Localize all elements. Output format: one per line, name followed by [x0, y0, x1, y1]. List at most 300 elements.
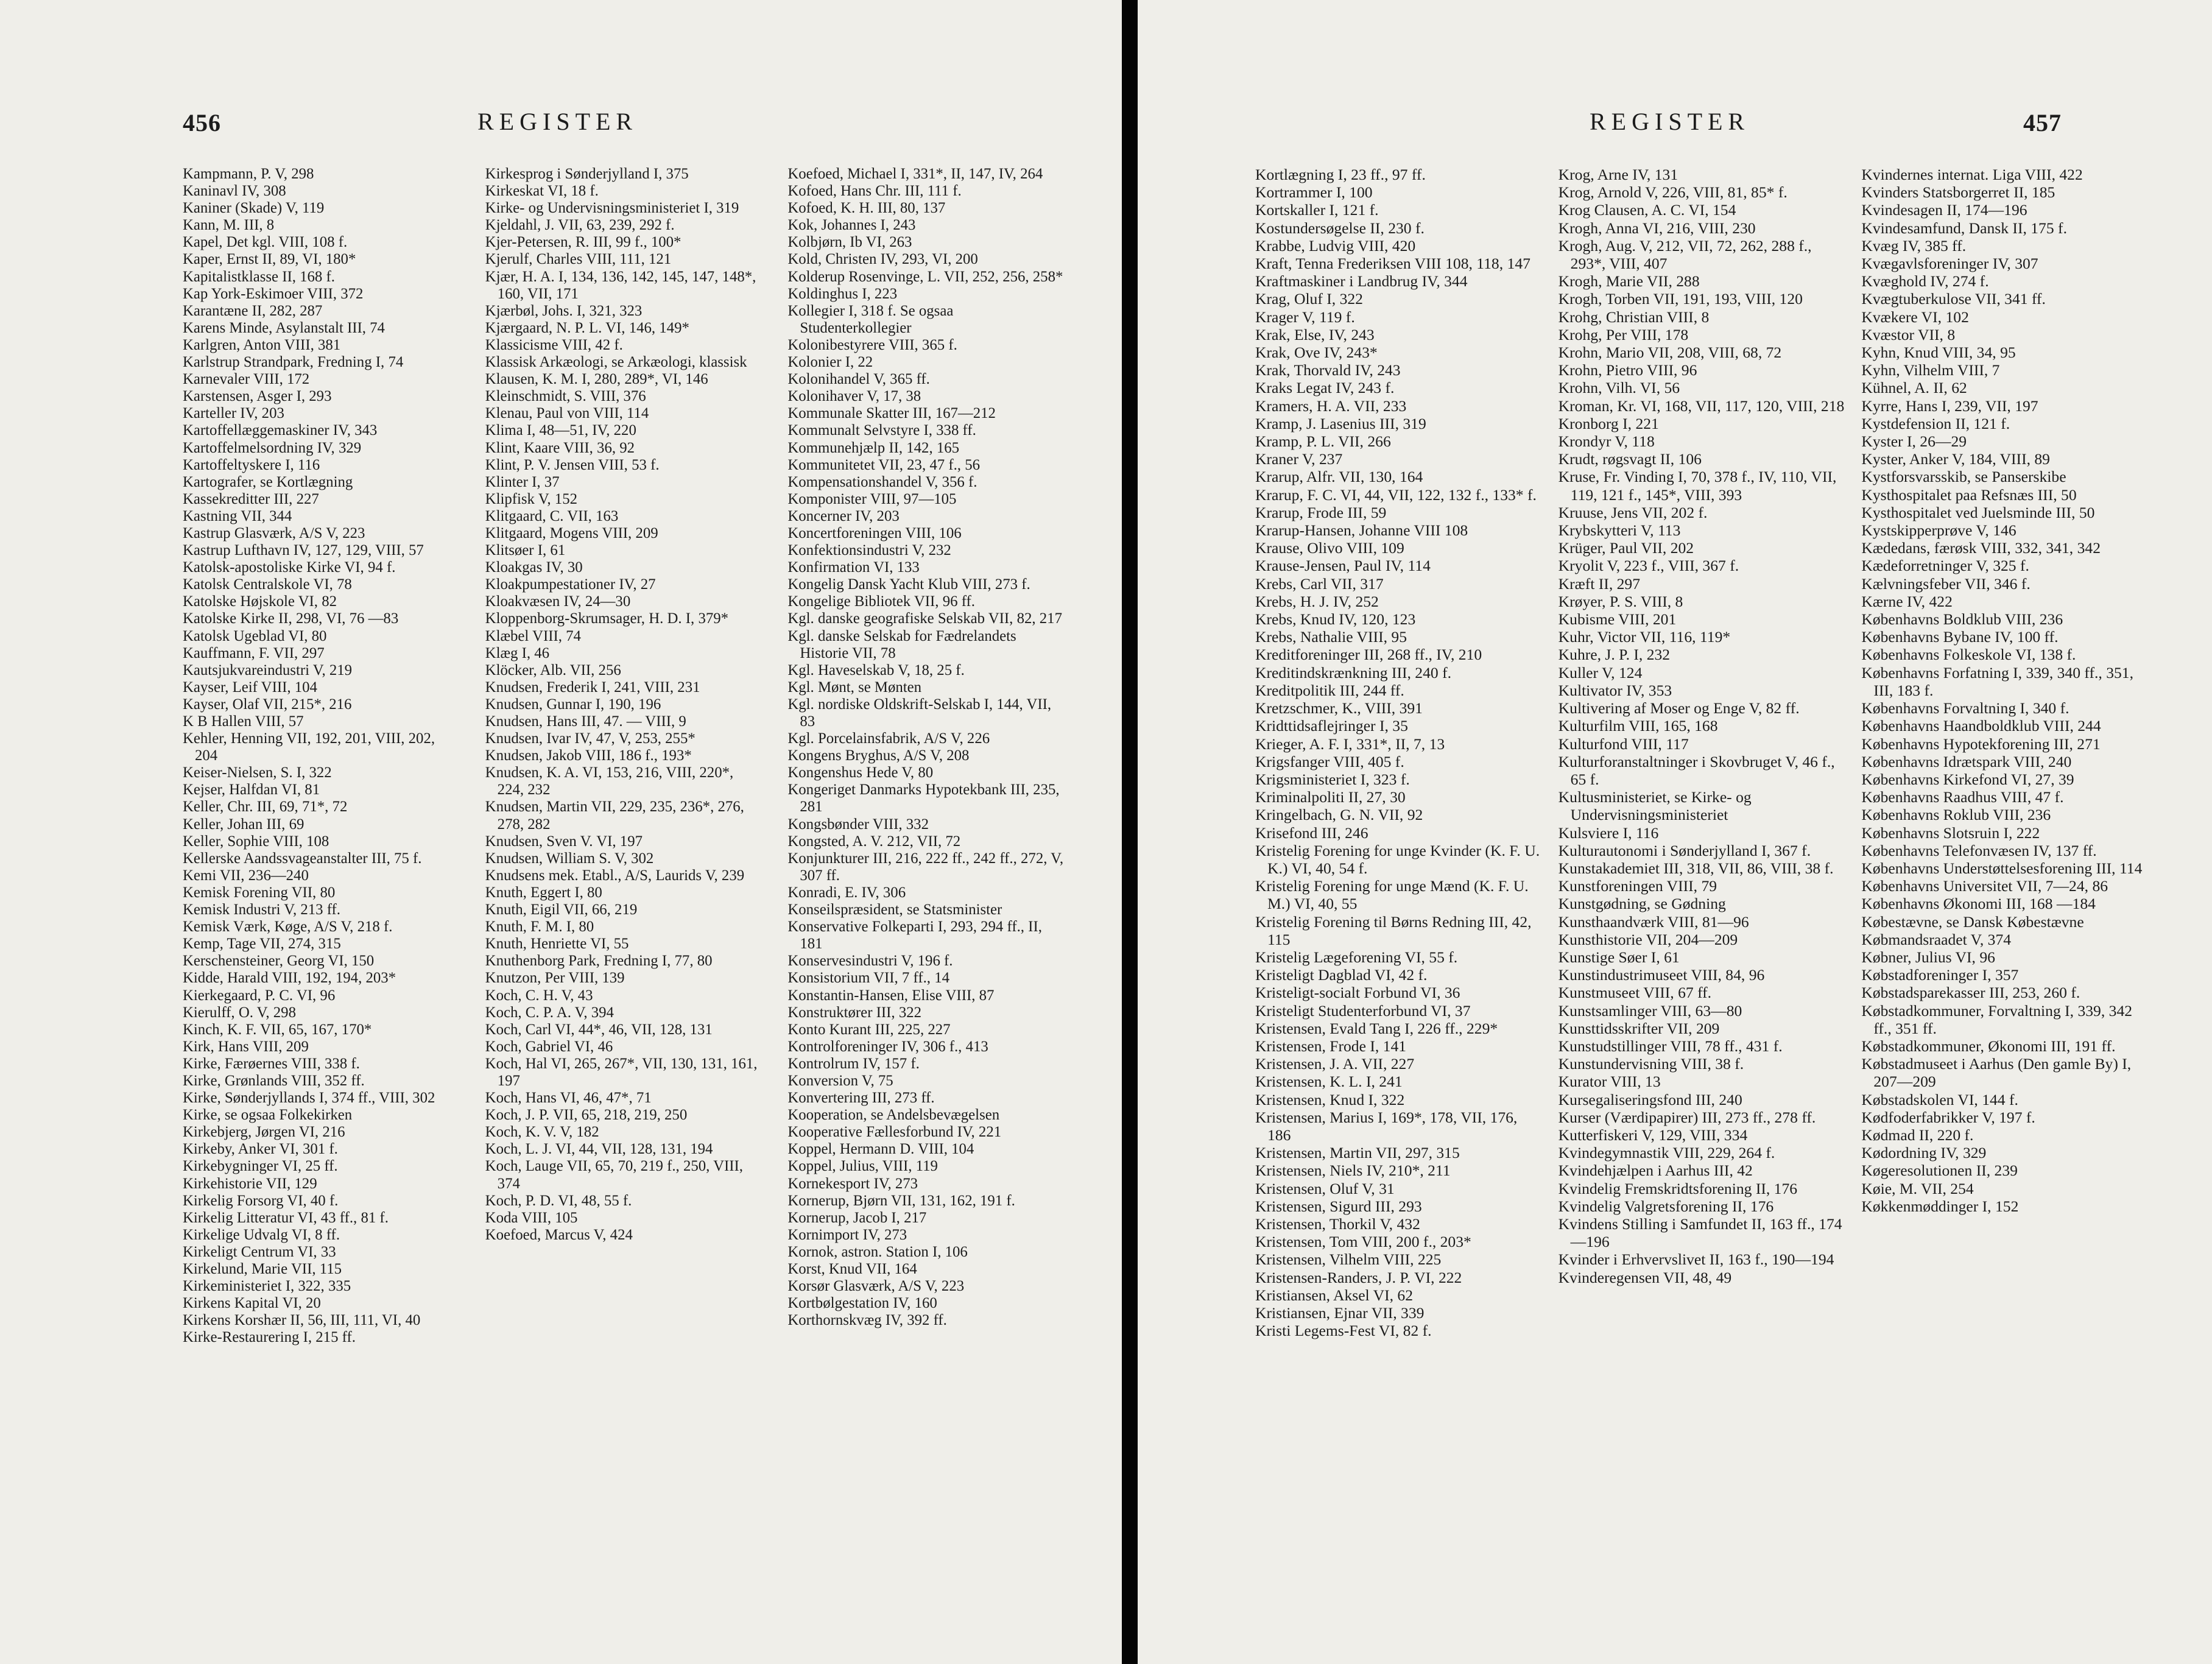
- right-page-number: 457: [2023, 109, 2062, 136]
- index-entry: Krohn, Pietro VIII, 96: [1558, 361, 1697, 379]
- index-entry: Kirkeministeriet I, 322, 335: [183, 1278, 351, 1295]
- index-entry: Koppel, Julius, VIII, 119: [787, 1158, 938, 1175]
- index-entry: Kortbølgestation IV, 160: [787, 1295, 937, 1312]
- index-entry: Krohn, Mario VII, 208, VIII, 68, 72: [1558, 344, 1782, 362]
- index-entry: Krog Clausen, A. C. VI, 154: [1558, 201, 1736, 219]
- index-entry: Karteller IV, 203: [183, 405, 284, 422]
- left-page-number: 456: [183, 109, 221, 136]
- index-entry: Købstadskolen VI, 144 f.: [1861, 1090, 2018, 1109]
- index-entry: Kirkens Kapital VI, 20: [183, 1295, 321, 1312]
- index-entry: Konfirmation VI, 133: [787, 559, 920, 576]
- index-entry: Kryolit V, 223 f., VIII, 367 f.: [1558, 557, 1739, 575]
- index-entry: Koch, Gabriel VI, 46: [485, 1038, 613, 1055]
- index-entry: Københavns Understøttelsesforening III, 114: [1861, 859, 2143, 877]
- index-entry: Københavns Hypotekforening III, 271: [1861, 735, 2101, 753]
- index-entry: Kramp, P. L. VII, 266: [1255, 432, 1391, 451]
- index-entry: Knuth, Eggert I, 80: [485, 884, 602, 901]
- index-entry: Knutzon, Per VIII, 139: [485, 970, 625, 987]
- index-entry: Kortskaller I, 121 f.: [1255, 201, 1379, 219]
- index-entry: Kridttidsaflejringer I, 35: [1255, 717, 1408, 735]
- right-column-3: [1861, 166, 2147, 1339]
- index-entry: Karstensen, Asger I, 293: [183, 388, 332, 405]
- index-entry: Kolonier I, 22: [787, 354, 873, 371]
- index-entry: Kystskipperprøve V, 146: [1861, 521, 2017, 540]
- index-entry: Kraftmaskiner i Landbrug IV, 344: [1255, 272, 1468, 291]
- index-entry: Kvæghold IV, 274 f.: [1861, 272, 1989, 291]
- index-entry: Koch, L. J. VI, 44, VII, 128, 131, 194: [485, 1141, 713, 1158]
- index-entry: Kreditpolitik III, 244 ff.: [1255, 681, 1404, 699]
- index-entry: Kraft, Tenna Frederiksen VIII 108, 118, 147: [1255, 255, 1530, 273]
- index-entry: Kristensen, Evald Tang I, 226 ff., 229*: [1255, 1019, 1498, 1037]
- index-entry: Kristeligt Dagblad VI, 42 f.: [1255, 966, 1428, 984]
- index-entry: Krarup, Alfr. VII, 130, 164: [1255, 468, 1423, 486]
- index-entry: Krause-Jensen, Paul IV, 114: [1255, 557, 1431, 575]
- index-entry: Karantæne II, 282, 287: [183, 302, 323, 319]
- index-entry: Klint, P. V. Jensen VIII, 53 f.: [485, 456, 660, 473]
- index-entry: Kapitalistklasse II, 168 f.: [183, 268, 335, 285]
- index-entry: Kødordning IV, 329: [1861, 1144, 1987, 1162]
- index-entry: Kristeligt-socialt Forbund VI, 36: [1255, 984, 1460, 1002]
- index-entry: Koch, Hans VI, 46, 47*, 71: [485, 1090, 652, 1107]
- index-entry: Købstadmuseet i Aarhus (Den gamle By) I, 207—209: [1861, 1055, 2132, 1091]
- index-entry: Kristelig Forening for unge Mænd (K. F. U. M.) VI, 40, 55: [1255, 877, 1529, 913]
- index-entry: Kirkelund, Marie VII, 115: [183, 1261, 342, 1277]
- index-entry: Kvækere VI, 102: [1861, 308, 1969, 326]
- index-entry: Kultusministeriet, se Kirke- og Undervisningsministeriet: [1558, 788, 1752, 824]
- index-entry: Kirke, Grønlands VIII, 352 ff.: [183, 1072, 365, 1089]
- index-entry: Konradi, E. IV, 306: [787, 884, 906, 901]
- index-entry: Konseilspræsident, se Statsminister: [787, 901, 1002, 918]
- index-entry: Kgl. Mønt, se Mønten: [787, 679, 922, 696]
- index-entry: Kristensen, Knud I, 322: [1255, 1090, 1405, 1109]
- right-column-1: [1255, 166, 1541, 1339]
- index-entry: Krause, Olivo VIII, 109: [1255, 539, 1404, 557]
- index-entry: Københavns Forfatning I, 339, 340 ff., 351, III, 183 f.: [1861, 663, 2133, 699]
- index-entry: Købestævne, se Dansk Købestævne: [1861, 912, 2084, 931]
- index-entry: Købner, Julius VI, 96: [1861, 948, 1995, 966]
- index-entry: Kirkeskat VI, 18 f.: [485, 183, 599, 200]
- index-entry: Karlstrup Strandpark, Fredning I, 74: [183, 354, 404, 371]
- index-entry: Krogh, Aug. V, 212, VII, 72, 262, 288 f., 293*, VIII, 407: [1558, 236, 1812, 273]
- index-entry: Kauffmann, F. VII, 297: [183, 644, 325, 661]
- index-entry: Krebs, Knud IV, 120, 123: [1255, 610, 1416, 629]
- index-entry: Kunstindustrimuseet VIII, 84, 96: [1558, 966, 1765, 984]
- index-entry: Kleinschmidt, S. VIII, 376: [485, 388, 646, 405]
- index-entry: Koncerner IV, 203: [787, 507, 900, 524]
- index-entry: Kolderup Rosenvinge, L. VII, 252, 256, 258*: [787, 268, 1063, 285]
- index-entry: Kornok, astron. Station I, 106: [787, 1243, 968, 1260]
- index-entry: Krebs, Nathalie VIII, 95: [1255, 628, 1407, 646]
- index-entry: Kirke-Restaurering I, 215 ff.: [183, 1329, 356, 1346]
- index-entry: Kramers, H. A. VII, 233: [1255, 397, 1407, 415]
- index-entry: Kastrup Glasværk, A/S V, 223: [183, 524, 365, 541]
- index-entry: Kvindesagen II, 174—196: [1861, 201, 2027, 219]
- index-entry: Krudt, røgsvagt II, 106: [1558, 450, 1702, 468]
- index-entry: Kolonibestyrere VIII, 365 f.: [787, 336, 957, 353]
- index-entry: Koch, J. P. VII, 65, 218, 219, 250: [485, 1107, 688, 1124]
- index-entry: Kriminalpoliti II, 27, 30: [1255, 788, 1406, 806]
- index-entry: Kubisme VIII, 201: [1558, 610, 1677, 629]
- index-entry: Klint, Kaare VIII, 36, 92: [485, 439, 635, 456]
- index-entry: Kristensen-Randers, J. P. VI, 222: [1255, 1268, 1462, 1286]
- index-entry: Kongelige Bibliotek VII, 96 ff.: [787, 593, 975, 610]
- index-entry: Københavns Bybane IV, 100 ff.: [1861, 628, 2059, 646]
- index-entry: Kvæg IV, 385 ff.: [1861, 236, 1967, 255]
- index-entry: Kulsviere I, 116: [1558, 823, 1659, 842]
- index-entry: Krak, Else, IV, 243: [1255, 325, 1375, 344]
- index-entry: Kretzschmer, K., VIII, 391: [1255, 699, 1423, 717]
- index-entry: Krog, Arnold V, 226, VIII, 81, 85* f.: [1558, 183, 1788, 202]
- index-entry: Krak, Thorvald IV, 243: [1255, 361, 1401, 379]
- index-entry: Kemisk Værk, Køge, A/S V, 218 f.: [183, 918, 393, 936]
- index-entry: Kristeligt Studenterforbund VI, 37: [1255, 1001, 1471, 1020]
- index-entry: Krogh, Torben VII, 191, 193, VIII, 120: [1558, 290, 1803, 308]
- index-entry: Kraks Legat IV, 243 f.: [1255, 379, 1395, 397]
- index-entry: K B Hallen VIII, 57: [183, 713, 304, 730]
- index-entry: Kastning VII, 344: [183, 507, 292, 524]
- index-entry: Kontrolrum IV, 157 f.: [787, 1055, 920, 1072]
- index-entry: Klima I, 48—51, IV, 220: [485, 422, 636, 439]
- index-entry: Klinter I, 37: [485, 473, 560, 490]
- index-entry: Kjeldahl, J. VII, 63, 239, 292 f.: [485, 217, 675, 234]
- index-entry: Krisefond III, 246: [1255, 823, 1368, 842]
- index-entry: Kvindens Stilling i Samfundet II, 163 ff., 174—196: [1558, 1215, 1842, 1251]
- index-entry: Kirkens Korshær II, 56, III, 111, VI, 40: [183, 1312, 421, 1329]
- index-entry: Kartoffellæggemaskiner IV, 343: [183, 422, 378, 439]
- index-entry: Kartoffelmelsordning IV, 329: [183, 439, 362, 456]
- index-entry: Kaniner (Skade) V, 119: [183, 200, 325, 217]
- index-entry: Køie, M. VII, 254: [1861, 1179, 1974, 1197]
- index-entry: Kysthospitalet paa Refsnæs III, 50: [1861, 485, 2077, 504]
- index-entry: Kayser, Olaf VII, 215*, 216: [183, 696, 352, 713]
- index-entry: Krybskytteri V, 113: [1558, 521, 1681, 540]
- index-entry: Kommunale Skatter III, 167—212: [787, 405, 996, 422]
- index-entry: Koch, C. P. A. V, 394: [485, 1004, 614, 1021]
- index-entry: Kysthospitalet ved Juelsminde III, 50: [1861, 503, 2095, 521]
- index-entry: Karlgren, Anton VIII, 381: [183, 336, 341, 353]
- index-entry: Krogh, Anna VI, 216, VIII, 230: [1558, 219, 1756, 237]
- index-entry: Kvindelig Valgretsforening II, 176: [1558, 1197, 1774, 1215]
- index-entry: Kristensen, Vilhelm VIII, 225: [1255, 1250, 1442, 1269]
- index-entry: Kejser, Halfdan VI, 81: [183, 781, 320, 799]
- index-entry: Københavns Roklub VIII, 236: [1861, 806, 2051, 824]
- index-entry: Krigsministeriet I, 323 f.: [1255, 770, 1410, 788]
- index-entry: Kornerup, Bjørn VII, 131, 162, 191 f.: [787, 1192, 1015, 1209]
- index-entry: Københavns Kirkefond VI, 27, 39: [1861, 770, 2074, 788]
- index-entry: Krog, Arne IV, 131: [1558, 166, 1678, 183]
- index-entry: Kristensen, Niels IV, 210*, 211: [1255, 1162, 1451, 1180]
- index-entry: Kartoffeltyskere I, 116: [183, 456, 320, 473]
- index-entry: Kirkehistorie VII, 129: [183, 1175, 317, 1192]
- index-entry: Komponister VIII, 97—105: [787, 490, 957, 507]
- index-entry: Kooperation, se Andelsbevægelsen: [787, 1107, 1000, 1124]
- index-entry: Krondyr V, 118: [1558, 432, 1655, 451]
- index-entry: Knudsen, K. A. VI, 153, 216, VIII, 220*, 224, 232: [485, 764, 734, 799]
- left-column-3: [787, 166, 1066, 1346]
- index-entry: Kristiansen, Ejnar VII, 339: [1255, 1304, 1425, 1322]
- index-entry: Kjærgaard, N. P. L. VI, 146, 149*: [485, 319, 689, 336]
- index-entry: Kemisk Industri V, 213 ff.: [183, 901, 340, 918]
- index-entry: Kulturautonomi i Sønderjylland I, 367 f.: [1558, 841, 1811, 859]
- index-entry: Konto Kurant III, 225, 227: [787, 1021, 951, 1038]
- index-entry: Kemp, Tage VII, 274, 315: [183, 936, 341, 953]
- index-entry: Kærne IV, 422: [1861, 592, 1953, 610]
- index-entry: Kunstige Søer I, 61: [1558, 948, 1680, 966]
- index-entry: Kommunitetet VII, 23, 47 f., 56: [787, 456, 981, 473]
- index-entry: Klausen, K. M. I, 280, 289*, VI, 146: [485, 371, 708, 388]
- index-entry: Kirkelig Forsorg VI, 40 f.: [183, 1192, 339, 1209]
- index-entry: Kirkelige Udvalg VI, 8 ff.: [183, 1226, 340, 1243]
- index-entry: Købstadforeninger I, 357: [1861, 966, 2019, 984]
- index-entry: Kristensen, Sigurd III, 293: [1255, 1197, 1422, 1215]
- index-entry: Knudsen, Ivar IV, 47, V, 253, 255*: [485, 730, 696, 747]
- index-entry: Kristensen, Frode I, 141: [1255, 1037, 1407, 1055]
- index-entry: Kunstakademiet III, 318, VII, 86, VIII, 38 f.: [1558, 859, 1834, 877]
- index-entry: Katolsk Ugeblad VI, 80: [183, 627, 327, 644]
- index-entry: Kunstsamlinger VIII, 63—80: [1558, 1001, 1742, 1020]
- index-entry: Klitgaard, C. VII, 163: [485, 507, 619, 524]
- index-entry: Keller, Sophie VIII, 108: [183, 833, 329, 850]
- index-entry: Keller, Chr. III, 69, 71*, 72: [183, 799, 348, 816]
- index-entry: Klæbel VIII, 74: [485, 627, 581, 644]
- index-entry: Kortlægning I, 23 ff., 97 ff.: [1255, 166, 1426, 183]
- index-entry: Kristensen, Thorkil V, 432: [1255, 1215, 1420, 1233]
- index-entry: Kraner V, 237: [1255, 450, 1343, 468]
- index-entry: Kyster I, 26—29: [1861, 432, 1967, 451]
- index-entry: Kvinder i Erhvervslivet II, 163 f., 190—194: [1558, 1250, 1834, 1269]
- index-entry: Korsør Glasværk, A/S V, 223: [787, 1278, 965, 1295]
- index-entry: Katolske Kirke II, 298, VI, 76 —83: [183, 610, 399, 627]
- index-entry: Kok, Johannes I, 243: [787, 217, 916, 234]
- index-entry: Klassisk Arkæologi, se Arkæologi, klassisk: [485, 354, 747, 371]
- index-entry: Konservative Folkeparti I, 293, 294 ff., II, 181: [787, 918, 1042, 953]
- index-entry: Kgl. nordiske Oldskrift-Selskab I, 144, VII, 83: [787, 696, 1052, 730]
- index-entry: Kulturfond VIII, 117: [1558, 735, 1689, 753]
- index-entry: Knudsen, Martin VII, 229, 235, 236*, 276, 278, 282: [485, 799, 744, 833]
- index-entry: Kyhn, Vilhelm VIII, 7: [1861, 361, 2000, 379]
- index-entry: Kædeforretninger V, 325 f.: [1861, 557, 2029, 575]
- index-entry: Kloakvæsen IV, 24—30: [485, 593, 631, 610]
- index-entry: Kap York-Eskimoer VIII, 372: [183, 285, 364, 302]
- index-entry: Krogh, Marie VII, 288: [1558, 272, 1700, 291]
- index-entry: Kartografer, se Kortlægning: [183, 473, 353, 490]
- index-entry: Konstantin-Hansen, Elise VIII, 87: [787, 987, 995, 1004]
- index-entry: Kristensen, K. L. I, 241: [1255, 1073, 1403, 1091]
- index-entry: Kompensationshandel V, 356 f.: [787, 473, 977, 490]
- index-entry: Køkkenmøddinger I, 152: [1861, 1197, 2019, 1215]
- index-entry: Krag, Oluf I, 322: [1255, 290, 1363, 308]
- index-entry: Kastrup Lufthavn IV, 127, 129, VIII, 57: [183, 542, 424, 559]
- index-entry: Kirkeligt Centrum VI, 33: [183, 1243, 336, 1260]
- index-entry: Københavns Forvaltning I, 340 f.: [1861, 699, 2069, 717]
- index-entry: Koldinghus I, 223: [787, 285, 898, 302]
- index-entry: Kyhn, Knud VIII, 34, 95: [1861, 344, 2016, 362]
- index-entry: Koch, Hal VI, 265, 267*, VII, 130, 131, 161, 197: [485, 1055, 758, 1089]
- index-entry: Konsistorium VII, 7 ff., 14: [787, 970, 949, 987]
- index-entry: Kgl. Haveselskab V, 18, 25 f.: [787, 661, 965, 679]
- index-entry: Krager V, 119 f.: [1255, 308, 1355, 326]
- index-entry: Kirke, Sønderjyllands I, 374 ff., VIII, 302: [183, 1090, 435, 1107]
- index-entry: Krarup, Frode III, 59: [1255, 503, 1387, 521]
- index-entry: Kongens Bryghus, A/S V, 208: [787, 747, 970, 764]
- index-entry: Katolsk-apostoliske Kirke VI, 94 f.: [183, 559, 396, 576]
- index-entry: Koefoed, Marcus V, 424: [485, 1226, 633, 1243]
- index-entry: Krieger, A. F. I, 331*, II, 7, 13: [1255, 735, 1445, 753]
- index-entry: Kreditindskrænkning III, 240 f.: [1255, 663, 1452, 682]
- index-entry: Kofoed, Hans Chr. III, 111 f.: [787, 183, 962, 200]
- index-entry: Kutterfiskeri V, 129, VIII, 334: [1558, 1126, 1748, 1144]
- index-entry: Kødfoderfabrikker V, 197 f.: [1861, 1108, 2035, 1126]
- index-entry: Kortrammer I, 100: [1255, 183, 1373, 202]
- index-entry: Koda VIII, 105: [485, 1209, 578, 1226]
- index-entry: Konservesindustri V, 196 f.: [787, 953, 953, 970]
- index-entry: Kaninavl IV, 308: [183, 183, 286, 200]
- index-entry: Kongeriget Danmarks Hypotekbank III, 235, 281: [787, 781, 1060, 816]
- index-entry: Kirke- og Undervisningsministeriet I, 319: [485, 200, 739, 217]
- index-entry: Kjer-Petersen, R. III, 99 f., 100*: [485, 234, 682, 251]
- index-entry: Kruse, Fr. Vinding I, 70, 378 f., IV, 110, VII, 119, 121 f., 145*, VIII, 393: [1558, 468, 1837, 504]
- index-entry: Kælvningsfeber VII, 346 f.: [1861, 574, 2031, 593]
- index-entry: Kayser, Leif VIII, 104: [183, 679, 317, 696]
- index-entry: Københavns Haandboldklub VIII, 244: [1861, 717, 2101, 735]
- index-entry: Krabbe, Ludvig VIII, 420: [1255, 236, 1416, 255]
- index-entry: Krohg, Christian VIII, 8: [1558, 308, 1710, 326]
- index-entry: Koch, K. V. V, 182: [485, 1124, 599, 1141]
- index-entry: Koefoed, Michael I, 331*, II, 147, IV, 264: [787, 166, 1043, 182]
- index-entry: Kgl. Porcelainsfabrik, A/S V, 226: [787, 730, 990, 747]
- index-entry: Kooperative Fællesforbund IV, 221: [787, 1124, 1002, 1141]
- index-entry: Kornekesport IV, 273: [787, 1175, 918, 1192]
- index-entry: Københavns Slotsruin I, 222: [1861, 823, 2040, 842]
- index-entry: Kongsted, A. V. 212, VII, 72: [787, 833, 961, 850]
- index-entry: Knudsen, Jakob VIII, 186 f., 193*: [485, 747, 692, 764]
- index-entry: Købstadkommuner, Forvaltning I, 339, 342 ff., 351 ff.: [1861, 1001, 2133, 1037]
- index-entry: Kvindernes internat. Liga VIII, 422: [1861, 166, 2083, 183]
- index-entry: Kolonihaver V, 17, 38: [787, 388, 921, 405]
- index-entry: Kristelig Forening til Børns Redning III, 42, 115: [1255, 912, 1532, 948]
- index-entry: Knudsen, Hans III, 47. — VIII, 9: [485, 713, 686, 730]
- index-entry: Konstruktører III, 322: [787, 1004, 922, 1021]
- right-column-2: [1559, 166, 1845, 1339]
- index-entry: Kyrre, Hans I, 239, VII, 197: [1861, 397, 2038, 415]
- index-entry: Købstadkommuner, Økonomi III, 191 ff.: [1861, 1037, 2116, 1055]
- index-entry: Kristensen, Tom VIII, 200 f., 203*: [1255, 1233, 1471, 1251]
- index-entry: Konjunkturer III, 216, 222 ff., 242 ff., 272, V, 307 ff.: [787, 850, 1064, 884]
- index-entry: Kunsttidsskrifter VII, 209: [1558, 1019, 1720, 1037]
- index-entry: Kystforsvarsskib, se Panserskibe: [1861, 468, 2066, 486]
- index-entry: Kommunalt Selvstyre I, 338 ff.: [787, 422, 976, 439]
- index-entry: Kemi VII, 236—240: [183, 867, 309, 884]
- index-entry: Karnevaler VIII, 172: [183, 371, 310, 388]
- index-entry: Københavns Idrætspark VIII, 240: [1861, 752, 2072, 770]
- index-entry: Koch, Carl VI, 44*, 46, VII, 128, 131: [485, 1021, 713, 1038]
- index-entry: Knuthenborg Park, Fredning I, 77, 80: [485, 953, 713, 970]
- index-entry: Kystdefension II, 121 f.: [1861, 414, 2010, 432]
- index-entry: Kongsbønder VIII, 332: [787, 816, 929, 833]
- index-entry: Kjær, H. A. I, 134, 136, 142, 145, 147, 148*, 160, VII, 171: [485, 268, 756, 302]
- index-entry: Karens Minde, Asylanstalt III, 74: [183, 319, 385, 336]
- index-entry: Kultivering af Moser og Enge V, 82 ff.: [1558, 699, 1800, 717]
- index-entry: Kristelig Lægeforening VI, 55 f.: [1255, 948, 1458, 966]
- index-entry: Kunsthaandværk VIII, 81—96: [1558, 912, 1749, 931]
- index-entry: Knudsen, Gunnar I, 190, 196: [485, 696, 661, 713]
- index-entry: Klöcker, Alb. VII, 256: [485, 661, 621, 679]
- index-entry: Kolbjørn, Ib VI, 263: [787, 234, 912, 251]
- index-entry: Kirkelig Litteratur VI, 43 ff., 81 f.: [183, 1209, 389, 1226]
- index-entry: Kautsjukvareindustri V, 219: [183, 661, 353, 679]
- index-entry: Krüger, Paul VII, 202: [1558, 539, 1694, 557]
- index-entry: Krebs, H. J. IV, 252: [1255, 592, 1379, 610]
- index-entry: Koch, Lauge VII, 65, 70, 219 f., 250, VIII, 374: [485, 1158, 743, 1192]
- index-entry: Kvæstor VII, 8: [1861, 325, 1956, 344]
- index-entry: Kvinderegensen VII, 48, 49: [1558, 1268, 1732, 1286]
- index-entry: Kirkeby, Anker VI, 301 f.: [183, 1141, 338, 1158]
- index-entry: Kunstundervisning VIII, 38 f.: [1558, 1055, 1744, 1073]
- index-entry: Kornerup, Jacob I, 217: [787, 1209, 927, 1226]
- index-entry: Krøyer, P. S. VIII, 8: [1558, 592, 1683, 610]
- index-entry: Knuth, F. M. I, 80: [485, 918, 594, 936]
- right-page-heading: REGISTER: [1590, 108, 1750, 135]
- index-entry: Krarup, F. C. VI, 44, VII, 122, 132 f., 133* f.: [1255, 485, 1537, 504]
- index-entry: Kyster, Anker V, 184, VIII, 89: [1861, 450, 2050, 468]
- right-page: [1138, 0, 2212, 1664]
- index-entry: Københavns Folkeskole VI, 138 f.: [1861, 646, 2076, 664]
- index-entry: Kroman, Kr. VI, 168, VII, 117, 120, VIII, 218: [1558, 397, 1845, 415]
- index-entry: Kædedans, færøsk VIII, 332, 341, 342: [1861, 539, 2101, 557]
- index-entry: Kommunehjælp II, 142, 165: [787, 439, 960, 456]
- index-entry: Kristensen, Martin VII, 297, 315: [1255, 1144, 1460, 1162]
- index-entry: Kgl. danske geografiske Selskab VII, 82, 217: [787, 610, 1062, 627]
- index-entry: Kaper, Ernst II, 89, VI, 180*: [183, 251, 356, 268]
- index-entry: Kloakgas IV, 30: [485, 559, 583, 576]
- index-entry: Knudsen, Frederik I, 241, VIII, 231: [485, 679, 700, 696]
- index-entry: Købmandsraadet V, 374: [1861, 930, 2012, 948]
- index-entry: Kulturfilm VIII, 165, 168: [1558, 717, 1718, 735]
- index-entry: Krohn, Vilh. VI, 56: [1558, 379, 1680, 397]
- index-entry: Knudsen, William S. V, 302: [485, 850, 654, 867]
- index-entry: Korthornskvæg IV, 392 ff.: [787, 1312, 947, 1329]
- index-entry: Klassicisme VIII, 42 f.: [485, 336, 623, 353]
- index-entry: Krak, Ove IV, 243*: [1255, 344, 1378, 362]
- index-entry: Kvindegymnastik VIII, 229, 264 f.: [1558, 1144, 1775, 1162]
- index-entry: Kuhre, J. P. I, 232: [1558, 646, 1671, 664]
- index-entry: Kolonihandel V, 365 ff.: [787, 371, 930, 388]
- index-entry: Kursegaliseringsfond III, 240: [1558, 1090, 1742, 1109]
- index-entry: Kofoed, K. H. III, 80, 137: [787, 200, 946, 217]
- index-entry: Krebs, Carl VII, 317: [1255, 574, 1384, 593]
- left-column-2: [485, 166, 764, 1346]
- index-entry: Koch, C. H. V, 43: [485, 987, 593, 1004]
- index-entry: Koncertforeningen VIII, 106: [787, 524, 962, 541]
- index-entry: Kjærbøl, Johs. I, 321, 323: [485, 302, 643, 319]
- index-entry: Kramp, J. Lasenius III, 319: [1255, 414, 1426, 432]
- index-entry: Koppel, Hermann D. VIII, 104: [787, 1141, 974, 1158]
- index-entry: Krarup-Hansen, Johanne VIII 108: [1255, 521, 1468, 540]
- index-entry: Kampmann, P. V, 298: [183, 166, 314, 182]
- index-entry: Kronborg I, 221: [1558, 414, 1659, 432]
- index-entry: Kirke, Færøernes VIII, 338 f.: [183, 1055, 360, 1072]
- index-entry: Kurator VIII, 13: [1558, 1073, 1661, 1091]
- index-entry: Kold, Christen IV, 293, VI, 200: [787, 251, 978, 268]
- index-entry: Kirkebygninger VI, 25 ff.: [183, 1158, 338, 1175]
- index-entry: Kjerulf, Charles VIII, 111, 121: [485, 251, 672, 268]
- index-entry: Kristensen, Marius I, 169*, 178, VII, 176, 186: [1255, 1108, 1518, 1144]
- index-entry: Kruuse, Jens VII, 202 f.: [1558, 503, 1708, 521]
- index-entry: Køgeresolutionen II, 239: [1861, 1162, 2018, 1180]
- book-gutter: [1122, 0, 1138, 1664]
- index-entry: Klitgaard, Mogens VIII, 209: [485, 524, 658, 541]
- index-entry: Kultivator IV, 353: [1558, 681, 1672, 699]
